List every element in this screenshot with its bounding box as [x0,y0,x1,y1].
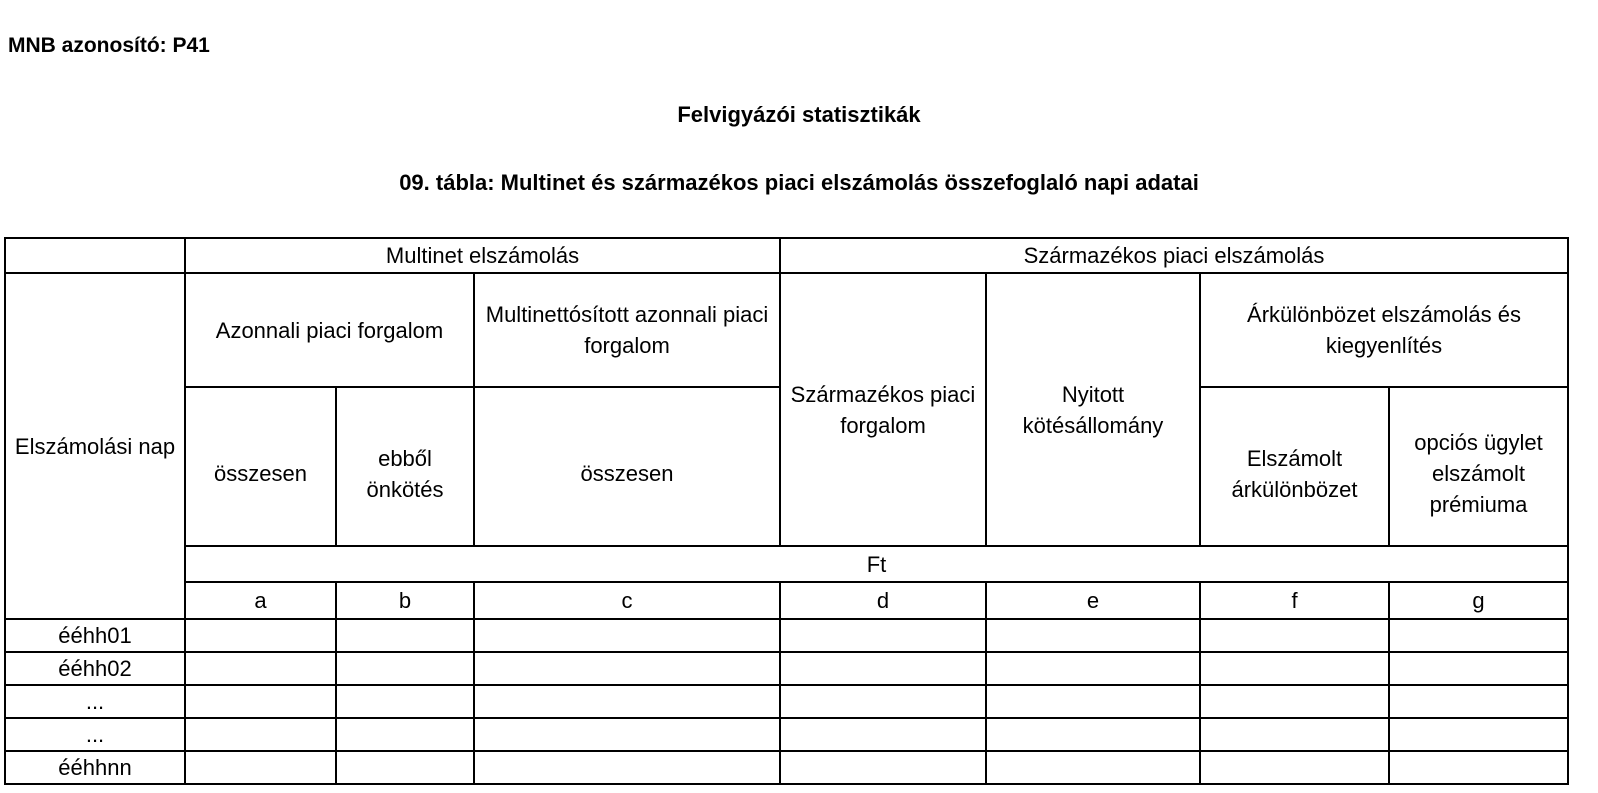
data-cell [336,685,474,718]
row-date-label: ... [5,685,185,718]
row-date-label: ééhh01 [5,619,185,652]
data-cell [1389,718,1568,751]
data-cell [1389,751,1568,784]
group-header-multinet: Multinet elszámolás [185,238,780,273]
data-cell [185,652,336,685]
data-cell [986,652,1200,685]
data-cell [1389,619,1568,652]
column-header-open-positions: Nyitott kötésállomány [986,273,1200,546]
data-cell [336,718,474,751]
data-cell [986,685,1200,718]
subgroup-header-price-difference: Árkülönbözet elszámolás és kiegyenlítés [1200,273,1568,387]
data-cell [1200,751,1389,784]
data-cell [1389,685,1568,718]
column-letter: a [185,582,336,619]
column-letter: b [336,582,474,619]
header-row-groups [5,238,1568,273]
data-cell [474,685,780,718]
column-header-g: opciós ügylet elszámolt prémiuma [1389,387,1568,546]
data-cell [1200,685,1389,718]
subgroup-header-spot: Azonnali piaci forgalom [185,273,474,387]
statistics-table [4,237,1569,785]
data-cell [336,652,474,685]
data-cell [185,718,336,751]
data-cell [986,718,1200,751]
data-cell [780,751,986,784]
column-header-c: összesen [474,387,780,546]
column-header-a: összesen [185,387,336,546]
data-cell [474,652,780,685]
row-date-label: ... [5,718,185,751]
column-letter: c [474,582,780,619]
unit-label: Ft [185,546,1568,582]
data-cell [336,751,474,784]
column-letter: e [986,582,1200,619]
subgroup-header-multinetted: Multinettósított azonnali piaci forgalom [474,273,780,387]
data-cell [1389,652,1568,685]
table-row [5,685,1568,718]
document-title: Felvigyázói statisztikák [677,102,921,127]
corner-cell [5,238,185,273]
data-cell [474,619,780,652]
column-header-derivative-turnover: Származékos piaci forgalom [780,273,986,546]
mnb-identifier: MNB azonosító: P41 [8,34,210,57]
table-title: 09. tábla: Multinet és származékos piaci elszámolás összefoglaló napi adatai [399,170,1199,195]
group-header-derivative: Származékos piaci elszámolás [780,238,1568,273]
data-cell [780,619,986,652]
table-row [5,619,1568,652]
table-row [5,652,1568,685]
data-cell [185,685,336,718]
data-cell [780,685,986,718]
row-header-settlement-day: Elszámolási nap [5,273,185,619]
data-cell [1200,619,1389,652]
data-cell [780,652,986,685]
row-date-label: ééhhnn [5,751,185,784]
data-cell [780,718,986,751]
data-cell [336,619,474,652]
data-cell [986,619,1200,652]
column-letter: g [1389,582,1568,619]
row-date-label: ééhh02 [5,652,185,685]
data-cell [1200,718,1389,751]
header-row-subgroups [5,273,1568,387]
column-letter: d [780,582,986,619]
column-header-b: ebből önkötés [336,387,474,546]
column-header-f: Elszámolt árkülönbözet [1200,387,1389,546]
unit-row [5,546,1568,582]
column-letter-row [5,582,1568,619]
data-cell [185,619,336,652]
table-row [5,751,1568,784]
data-cell [474,751,780,784]
data-cell [185,751,336,784]
table-row [5,718,1568,751]
data-cell [986,751,1200,784]
column-letter: f [1200,582,1389,619]
data-cell [474,718,780,751]
data-cell [1200,652,1389,685]
